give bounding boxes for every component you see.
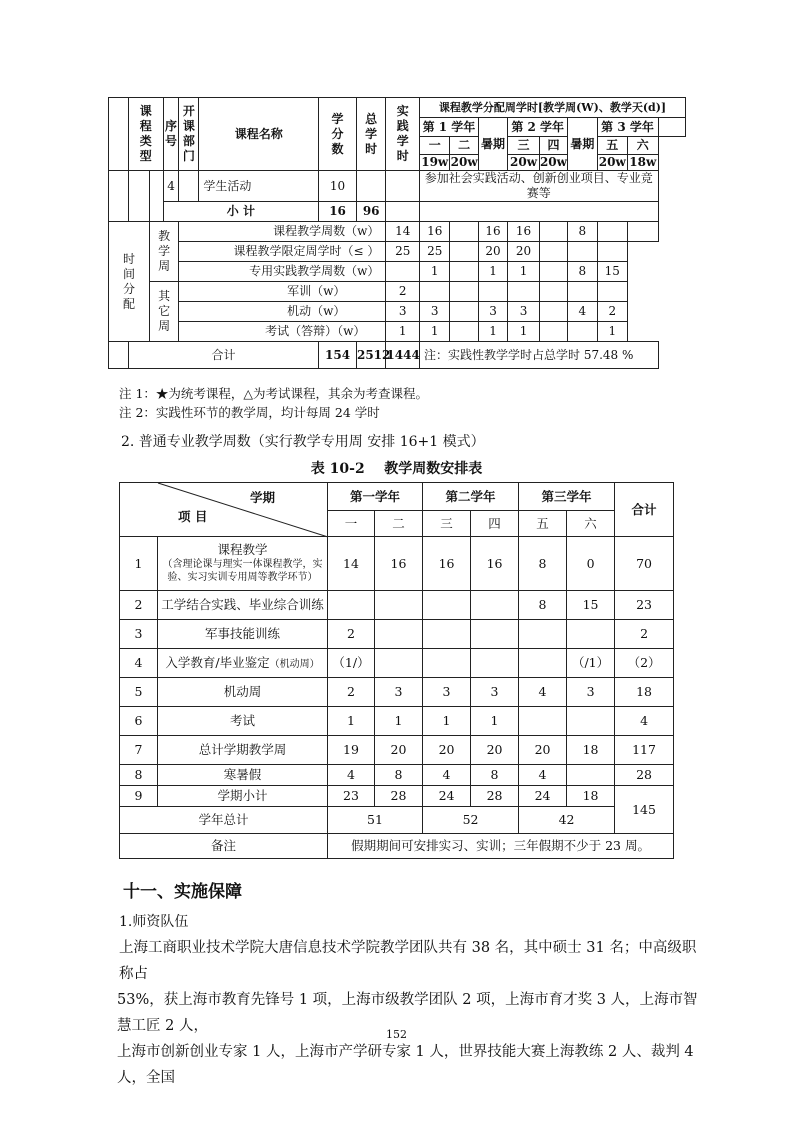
row-number: 2 <box>120 591 158 620</box>
alloc-cell <box>539 222 567 242</box>
row-number: 9 <box>120 786 158 807</box>
alloc-cell: 3 <box>508 302 540 322</box>
alloc-cell <box>539 242 567 262</box>
row-item-small: （机动周） <box>269 658 320 670</box>
row-item-label: 入学教育/毕业鉴定 <box>165 654 270 670</box>
cell <box>567 707 615 736</box>
cell: 20 <box>519 736 567 765</box>
alloc-cell <box>450 222 478 242</box>
cell: 28 <box>471 786 519 807</box>
row-item <box>158 537 328 591</box>
total-credits: 154 <box>319 342 357 369</box>
cell: 8 <box>519 537 567 591</box>
header-summer-2: 暑期 <box>568 118 597 171</box>
header-year-2: 第 2 学年 <box>508 118 568 137</box>
cell <box>567 765 615 786</box>
blank-cell <box>149 171 163 222</box>
blank-cell <box>628 242 658 262</box>
header-year-3: 第 3 学年 <box>597 118 658 137</box>
header-term: 四 <box>471 511 519 537</box>
alloc-cell: 1 <box>508 262 540 282</box>
header-term: 五 20w <box>598 137 626 169</box>
subtotal-label: 小 计 <box>163 202 319 222</box>
cell: 1 <box>423 707 471 736</box>
alloc-row-name: 军训（w） <box>179 282 386 302</box>
teaching-weeks-table <box>119 482 674 859</box>
row-total: 28 <box>615 765 674 786</box>
alloc-cell <box>597 222 627 242</box>
blank-cell <box>658 171 686 202</box>
diag-bottom-label: 项 目 <box>178 509 208 524</box>
cell <box>519 620 567 649</box>
remark-label: 备注 <box>120 834 328 859</box>
paragraph-line: 上海市创新创业专家 1 人，上海市产学研专家 1 人，世界技能大赛上海教练 2 人、裁判 4 人，全国 <box>117 1044 694 1086</box>
header-course-name: 课程名称 <box>199 98 319 171</box>
alloc-cell <box>539 302 567 322</box>
subtotal-hours: 96 <box>356 202 385 222</box>
row-total: 18 <box>615 678 674 707</box>
row-number: 7 <box>120 736 158 765</box>
alloc-cell: 2 <box>386 282 420 302</box>
cell: 20 <box>471 736 519 765</box>
cell: 4 <box>423 765 471 786</box>
blank-cell <box>628 322 658 342</box>
cell <box>375 620 423 649</box>
header-year-1: 第 1 学年 <box>420 118 479 137</box>
header-term: 六 18w <box>629 137 657 169</box>
note-2: 注 2：实践性环节的教学周，均计每周 24 学时 <box>119 405 380 420</box>
row-number: 5 <box>120 678 158 707</box>
cell: 18 <box>567 736 615 765</box>
alloc-cell <box>597 282 627 302</box>
cell: 1 <box>375 707 423 736</box>
diagonal-header-cell <box>120 483 328 537</box>
cell <box>519 707 567 736</box>
row-number: 8 <box>120 765 158 786</box>
alloc-cell <box>539 322 567 342</box>
header-distribution: 课程教学分配周学时[教学周(W)、教学天(d)] <box>420 98 686 118</box>
alloc-cell <box>386 262 420 282</box>
cell: 8 <box>519 591 567 620</box>
alloc-cell <box>539 262 567 282</box>
alloc-cell: 8 <box>568 262 597 282</box>
section-11-heading: 十一、实施保障 <box>123 882 242 902</box>
cell: 24 <box>423 786 471 807</box>
alloc-cell: 1 <box>420 322 450 342</box>
other-weeks-label: 其 它 周 <box>149 282 178 342</box>
row-total: 70 <box>615 537 674 591</box>
header-term: 四 20w <box>539 137 567 169</box>
row-item: 工学结合实践、毕业综合训练 <box>158 591 328 620</box>
header-term: 一 <box>328 511 375 537</box>
blank-cell <box>628 302 658 322</box>
alloc-row-name: 专用实践教学周数（w） <box>179 262 386 282</box>
alloc-cell: 14 <box>386 222 420 242</box>
cell: 20 <box>375 736 423 765</box>
time-allocation-label: 时 间 分 配 <box>109 222 150 342</box>
cell: 1 <box>328 707 375 736</box>
blank-corner <box>109 98 129 171</box>
row-total: 2 <box>615 620 674 649</box>
alloc-row-name: 考试（答辩）（w） <box>179 322 386 342</box>
alloc-cell: 3 <box>420 302 450 322</box>
total-note: 注：实践性教学学时占总学时 57.48 % <box>420 342 658 369</box>
row-total: 4 <box>615 707 674 736</box>
header-seq: 序 号 <box>163 98 179 171</box>
header-year-3: 第三学年 <box>519 483 615 511</box>
cell: 16 <box>471 537 519 591</box>
blank-cell <box>109 342 129 369</box>
alloc-cell: 16 <box>508 222 540 242</box>
total-practice-hours: 1444 <box>386 342 420 369</box>
row-item: 军事技能训练 <box>158 620 328 649</box>
header-dept: 开 课 部 门 <box>179 98 199 171</box>
section-2-heading: 2. 普通专业教学周数（实行教学专用周 安排 16+1 模式） <box>121 434 485 450</box>
blank-cell <box>109 171 129 222</box>
subtotal-credits: 16 <box>319 202 357 222</box>
cell: 3 <box>567 678 615 707</box>
activity-note: 参加社会实践活动、创新创业项目、专业竞赛等 <box>420 171 658 202</box>
alloc-cell <box>450 322 478 342</box>
cell: 4 <box>328 765 375 786</box>
cell: 20 <box>423 736 471 765</box>
alloc-cell: 25 <box>420 242 450 262</box>
blank-cell <box>386 202 420 222</box>
alloc-cell <box>478 282 507 302</box>
cell: 3 <box>471 678 519 707</box>
year-total-label: 学年总计 <box>120 807 328 834</box>
sub-heading: 1.师资队伍 <box>119 914 189 930</box>
cell: 19 <box>328 736 375 765</box>
alloc-cell: 1 <box>386 322 420 342</box>
diagonal-line <box>120 483 328 537</box>
cell <box>375 591 423 620</box>
alloc-cell: 16 <box>420 222 450 242</box>
cell <box>423 649 471 678</box>
curriculum-table <box>108 97 686 369</box>
row-item-sub: （含理论课与理实一体课程教学，实验、实习实训专用周等教学环节） <box>162 558 323 584</box>
blank-cell <box>420 202 658 222</box>
header-summer-1: 暑期 <box>478 118 507 171</box>
cell <box>519 649 567 678</box>
blank-cell <box>128 171 149 222</box>
blank-cell <box>628 262 658 282</box>
row-total: 145 <box>615 786 674 834</box>
cell: 16 <box>375 537 423 591</box>
blank-cell <box>386 171 420 202</box>
cell: 1 <box>471 707 519 736</box>
alloc-cell: 1 <box>478 262 507 282</box>
header-term: 二 20w <box>450 137 478 169</box>
alloc-cell <box>450 262 478 282</box>
row-number: 6 <box>120 707 158 736</box>
cell <box>423 591 471 620</box>
teaching-weeks-label: 教 学 周 <box>149 222 178 282</box>
alloc-cell <box>539 282 567 302</box>
year-total: 51 <box>328 807 423 834</box>
header-year-2: 第二学年 <box>423 483 519 511</box>
cell: 16 <box>423 537 471 591</box>
alloc-cell: 20 <box>508 242 540 262</box>
header-total: 合计 <box>615 483 674 537</box>
page-number: 152 <box>386 1028 407 1041</box>
alloc-cell <box>450 282 478 302</box>
alloc-cell: 1 <box>597 322 627 342</box>
cell: 18 <box>567 786 615 807</box>
alloc-cell <box>508 282 540 302</box>
alloc-row-name: 课程教学周数（w） <box>179 222 386 242</box>
alloc-cell <box>450 242 478 262</box>
alloc-cell: 25 <box>386 242 420 262</box>
activity-credits: 10 <box>319 171 357 202</box>
blank-cell <box>658 118 686 137</box>
alloc-cell: 15 <box>597 262 627 282</box>
cell: 4 <box>519 678 567 707</box>
row-item: 学期小计 <box>158 786 328 807</box>
total-label: 合计 <box>128 342 318 369</box>
cell: （/1） <box>567 649 615 678</box>
cell: （1/） <box>328 649 375 678</box>
alloc-cell: 20 <box>478 242 507 262</box>
alloc-row-name: 课程教学限定周学时（≤ ） <box>179 242 386 262</box>
alloc-cell <box>568 282 597 302</box>
cell: 28 <box>375 786 423 807</box>
header-term: 三 20w <box>508 137 540 171</box>
row-number: 4 <box>120 649 158 678</box>
cell <box>471 591 519 620</box>
alloc-cell: 1 <box>508 322 540 342</box>
header-term: 三 <box>423 511 471 537</box>
blank-cell <box>628 282 658 302</box>
row-item: 寒暑假 <box>158 765 328 786</box>
blank-cell <box>658 342 686 369</box>
row-item: 机动周 <box>158 678 328 707</box>
diag-top-label: 学期 <box>250 490 276 505</box>
cell <box>471 620 519 649</box>
blank-cell <box>658 137 686 171</box>
header-term: 五 <box>519 511 567 537</box>
cell <box>328 591 375 620</box>
cell: 2 <box>328 620 375 649</box>
header-course-type: 课 程 类 型 <box>128 98 163 171</box>
header-term: 六 <box>567 511 615 537</box>
cell: 2 <box>328 678 375 707</box>
cell: 15 <box>567 591 615 620</box>
alloc-cell: 1 <box>420 262 450 282</box>
blank-cell <box>179 171 199 202</box>
year-total: 42 <box>519 807 615 834</box>
activity-name: 学生活动 <box>199 171 319 202</box>
cell: 3 <box>375 678 423 707</box>
row-item: 总计学期教学周 <box>158 736 328 765</box>
alloc-cell <box>597 242 627 262</box>
alloc-cell: 16 <box>478 222 507 242</box>
cell: 23 <box>328 786 375 807</box>
header-term: 二 <box>375 511 423 537</box>
alloc-row-name: 机动（w） <box>179 302 386 322</box>
header-term: 一 19w <box>421 137 449 169</box>
blank-cell <box>628 222 658 242</box>
header-total-hours: 总 学 时 <box>356 98 385 171</box>
cell <box>423 620 471 649</box>
paragraph-line: 53%，获上海市教育先锋号 1 项，上海市级教学团队 2 项，上海市育才奖 3 人，上海市智慧工匠 2 人， <box>117 992 698 1034</box>
note-1: 注 1：★为统考课程，△为考试课程，其余为考查课程。 <box>119 386 429 401</box>
header-year-1: 第一学年 <box>328 483 423 511</box>
cell <box>471 649 519 678</box>
alloc-cell <box>450 302 478 322</box>
blank-cell <box>658 202 686 222</box>
cell: 14 <box>328 537 375 591</box>
alloc-cell: 8 <box>568 222 597 242</box>
alloc-cell <box>568 322 597 342</box>
paragraph-line: 上海工商职业技术学院大唐信息技术学院教学团队共有 38 名，其中硕士 31 名；中高级职称占 <box>119 940 697 982</box>
alloc-cell: 2 <box>597 302 627 322</box>
blank-cell <box>356 171 385 202</box>
row-number: 3 <box>120 620 158 649</box>
activity-seq: 4 <box>163 171 179 202</box>
alloc-cell: 1 <box>478 322 507 342</box>
row-number: 1 <box>120 537 158 591</box>
row-item-label: 课程教学 <box>217 542 268 558</box>
cell <box>567 620 615 649</box>
cell: 24 <box>519 786 567 807</box>
row-total: 117 <box>615 736 674 765</box>
header-practice-hours: 实 践 学 时 <box>386 98 420 171</box>
year-total: 52 <box>423 807 519 834</box>
table-2-title: 表 10-2 教学周数安排表 <box>310 461 483 477</box>
total-hours: 2512 <box>356 342 385 369</box>
alloc-cell <box>568 242 597 262</box>
alloc-cell <box>420 282 450 302</box>
paragraph <box>119 935 699 1091</box>
alloc-cell: 4 <box>568 302 597 322</box>
row-total: 23 <box>615 591 674 620</box>
remark-text: 假期期间可安排实习、实训；三年假期不少于 23 周。 <box>328 834 674 859</box>
cell: 3 <box>423 678 471 707</box>
row-item <box>158 649 328 678</box>
alloc-cell: 3 <box>478 302 507 322</box>
header-credits: 学 分 数 <box>319 98 357 171</box>
row-total: （2） <box>615 649 674 678</box>
alloc-cell: 3 <box>386 302 420 322</box>
cell: 4 <box>519 765 567 786</box>
cell: 8 <box>375 765 423 786</box>
cell: 8 <box>471 765 519 786</box>
row-item: 考试 <box>158 707 328 736</box>
cell: 0 <box>567 537 615 591</box>
cell <box>375 649 423 678</box>
